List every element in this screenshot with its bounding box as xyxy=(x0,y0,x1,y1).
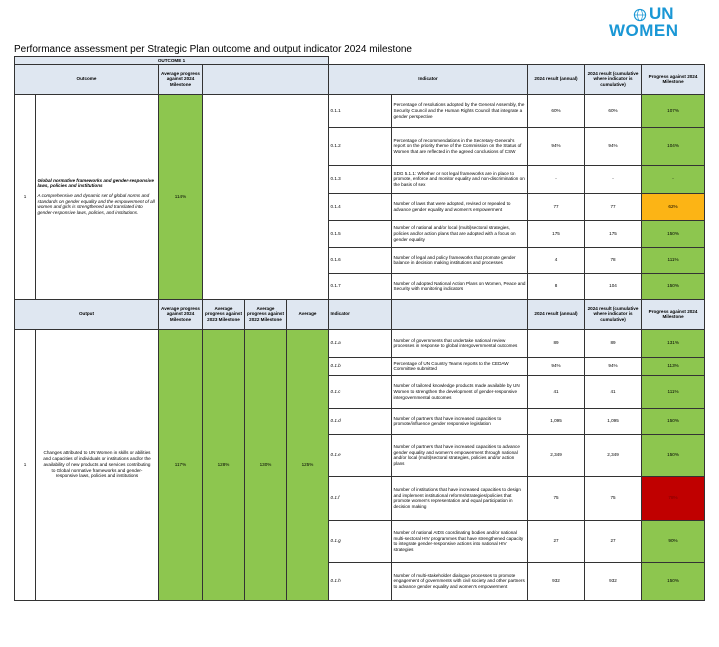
indicator-code: 0.1.b xyxy=(329,357,392,375)
indicator-text: Number of multi-stakeholder dialogue processes to promote engagement of governments with civil society and other partners to advance gender equality and women's empowerment xyxy=(392,562,528,600)
output-description: Changes attributed to UN Women in skills or abilities and capacities of individuals or institutions and/or the availability of new products and services contributing to Global normative frameworks and gender-responsive laws, policies and institutions xyxy=(36,329,159,600)
average-header: Average xyxy=(287,299,329,329)
cumulative-result: 104 xyxy=(585,273,642,299)
avg-2024-header: Average progress against 2024 Milestone xyxy=(159,299,203,329)
progress-value: 107% xyxy=(642,94,705,127)
outcome-title: Global normative frameworks and gender-responsive laws, policies and institutions xyxy=(37,177,154,189)
indicator-code: 0.1.4 xyxy=(329,193,392,220)
annual-result: 2,349 xyxy=(528,434,585,476)
avg-2022-header: Average progress against 2022 Milestone xyxy=(245,299,287,329)
outcome-label-row xyxy=(15,57,705,65)
indicator-text: Number of partners that have increased capacities to advance gender equality and women's empowerment through national and/or local (multi)sectoral strategies, policies and/or action plans xyxy=(392,434,528,476)
outcome-label: OUTCOME 1 xyxy=(15,57,329,65)
progress-header: Progress against 2024 Milestone xyxy=(642,299,705,329)
cumulative-result: 2,349 xyxy=(585,434,642,476)
annual-result: - xyxy=(528,165,585,193)
indicator-header: Indicator xyxy=(329,64,528,94)
outcome-avg-progress: 114% xyxy=(159,94,203,299)
indicator-code: 0.1.f xyxy=(329,476,392,520)
annual-result: 60% xyxy=(528,94,585,127)
cumulative-result-header: 2024 result (cumulative where indicator is cumulative) xyxy=(585,299,642,329)
output-avg-2023: 128% xyxy=(203,329,245,600)
cumulative-result: 41 xyxy=(585,375,642,408)
indicator-code: 0.1.3 xyxy=(329,165,392,193)
indicator-text: Percentage of recommendations in the Secretary-General's report on the priority theme of the Commission on the Status of Women that are reflected in the agreed conclusions of CSW xyxy=(392,127,528,165)
progress-value: 90% xyxy=(642,520,705,562)
indicator-text: Number of institutions that have increased capacities to design and implement institutional reforms/strategies/policies that promote women's representation and equal participation in decision making xyxy=(392,476,528,520)
indicator-text: Number of laws that were adopted, revised or repealed to advance gender equality and women's empowerment xyxy=(392,193,528,220)
progress-value: 131% xyxy=(642,329,705,357)
un-women-logo xyxy=(597,4,707,42)
cumulative-result: 27 xyxy=(585,520,642,562)
progress-value: 104% xyxy=(642,127,705,165)
outcome-indicator-row xyxy=(15,94,705,127)
indicator-text: Percentage of resolutions adopted by the General Assembly, the Security Council and the Human Rights Council that integrate a gender perspective xyxy=(392,94,528,127)
indicator-text: Number of partners that have increased capacities to promote/influence gender responsive legislation xyxy=(392,408,528,434)
annual-result: 75 xyxy=(528,476,585,520)
indicator-text: Number of governments that undertake national review processes in response to global intergovernmental outcomes xyxy=(392,329,528,357)
cumulative-result: 1,095 xyxy=(585,408,642,434)
avg-progress-header: Average progress against 2024 Milestone xyxy=(159,64,203,94)
cumulative-result: 89 xyxy=(585,329,642,357)
output-row-number: 1 xyxy=(15,329,36,600)
cumulative-result: 932 xyxy=(585,562,642,600)
progress-value: 62% xyxy=(642,193,705,220)
annual-result: 175 xyxy=(528,220,585,247)
indicator-code: 0.1.1 xyxy=(329,94,392,127)
cumulative-result: 94% xyxy=(585,357,642,375)
annual-result: 94% xyxy=(528,127,585,165)
progress-value: 150% xyxy=(642,273,705,299)
annual-result: 8 xyxy=(528,273,585,299)
annual-result: 89 xyxy=(528,329,585,357)
progress-value: 150% xyxy=(642,220,705,247)
indicator-text: SDG 5.1.1: Whether or not legal frameworks are in place to promote, enforce and monitor equality and non-discrimination on the basis of sex xyxy=(392,165,528,193)
cumulative-result-header: 2024 result (cumulative where indicator is cumulative) xyxy=(585,64,642,94)
annual-result: 4 xyxy=(528,247,585,273)
outcome-header: Outcome xyxy=(15,64,159,94)
progress-value: 111% xyxy=(642,247,705,273)
cumulative-result: 94% xyxy=(585,127,642,165)
cumulative-result: 60% xyxy=(585,94,642,127)
indicator-header: Indicator xyxy=(329,299,392,329)
indicator-code: 0.1.h xyxy=(329,562,392,600)
indicator-code: 0.1.2 xyxy=(329,127,392,165)
cumulative-result: 175 xyxy=(585,220,642,247)
annual-result: 1,095 xyxy=(528,408,585,434)
progress-value: 150% xyxy=(642,408,705,434)
logo-un-text: UN xyxy=(649,4,674,23)
output-avg-2022: 130% xyxy=(245,329,287,600)
cumulative-result: 77 xyxy=(585,193,642,220)
indicator-text: Percentage of UN Country Teams reports to the CEDAW Committee submitted xyxy=(392,357,528,375)
indicator-code: 0.1.7 xyxy=(329,273,392,299)
progress-value: - xyxy=(642,165,705,193)
output-indicator-row xyxy=(15,329,705,357)
cumulative-result: 78 xyxy=(585,247,642,273)
annual-result-header: 2024 result (annual) xyxy=(528,64,585,94)
indicator-text: Number of national and/or local (multi)sectoral strategies, policies and/or action plans that are adopted with a focus on gender equality xyxy=(392,220,528,247)
annual-result: 41 xyxy=(528,375,585,408)
cumulative-result: 75 xyxy=(585,476,642,520)
progress-value: 78% xyxy=(642,476,705,520)
output-header-row xyxy=(15,299,705,329)
logo-women-text: WOMEN xyxy=(609,21,679,40)
output-average: 125% xyxy=(287,329,329,600)
indicator-code: 0.1.c xyxy=(329,375,392,408)
indicator-text: Number of adopted National Action Plans on Women, Peace and Security with monitoring indicators xyxy=(392,273,528,299)
indicator-text: Number of legal and policy frameworks that promote gender balance in decision making institutions and processes xyxy=(392,247,528,273)
indicator-text: Number of tailored knowledge products made available by UN Women to strengthen the development of gender-responsive intergovernmental outcomes xyxy=(392,375,528,408)
performance-table xyxy=(14,56,705,601)
blank-cell xyxy=(329,57,705,65)
blank-header xyxy=(203,64,329,94)
indicator-code: 0.1.a xyxy=(329,329,392,357)
annual-result: 77 xyxy=(528,193,585,220)
indicator-code: 0.1.5 xyxy=(329,220,392,247)
indicator-code: 0.1.d xyxy=(329,408,392,434)
indicator-code: 0.1.g xyxy=(329,520,392,562)
outcome-description xyxy=(36,94,159,299)
indicator-code: 0.1.e xyxy=(329,434,392,476)
outcome-row-number: 1 xyxy=(15,94,36,299)
outcome-header-row xyxy=(15,64,705,94)
annual-result: 94% xyxy=(528,357,585,375)
output-avg-2024: 117% xyxy=(159,329,203,600)
un-emblem-icon xyxy=(633,8,647,22)
output-header: Output xyxy=(15,299,159,329)
annual-result-header: 2024 result (annual) xyxy=(528,299,585,329)
progress-value: 150% xyxy=(642,562,705,600)
blank-cell xyxy=(203,94,329,299)
progress-value: 111% xyxy=(642,375,705,408)
progress-value: 150% xyxy=(642,434,705,476)
annual-result: 27 xyxy=(528,520,585,562)
indicator-text: Number of national AIDS coordinating bodies and/or national multi-sectoral HIV programmes that have strengthened capacity to integrate gender-responsive actions into national HIV strategies xyxy=(392,520,528,562)
blank-header xyxy=(392,299,528,329)
progress-value: 113% xyxy=(642,357,705,375)
avg-2023-header: Average progress against 2023 Milestone xyxy=(203,299,245,329)
progress-header: Progress against 2024 Milestone xyxy=(642,64,705,94)
annual-result: 932 xyxy=(528,562,585,600)
outcome-desc: A comprehensive and dynamic set of global norms and standards on gender equality and the empowerment of all women and girls is strengthened and translated into gender-responsive laws, policies, and institutions. xyxy=(37,193,155,216)
document-title: Performance assessment per Strategic Plan outcome and output indicator 2024 milestone xyxy=(14,44,412,55)
cumulative-result: - xyxy=(585,165,642,193)
indicator-code: 0.1.6 xyxy=(329,247,392,273)
